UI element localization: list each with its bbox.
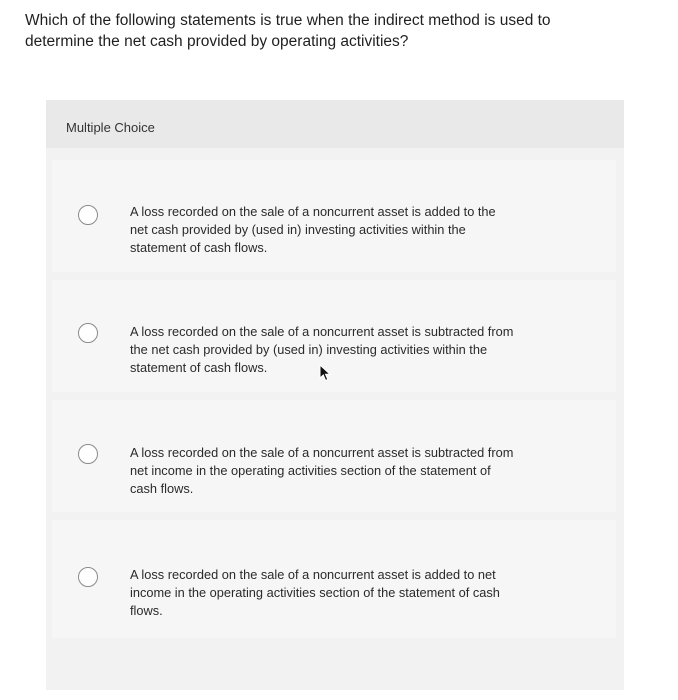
panel-header bbox=[46, 100, 624, 148]
mouse-pointer-icon bbox=[319, 364, 333, 382]
radio-empty-icon[interactable] bbox=[78, 205, 98, 225]
answer-option-text: A loss recorded on the sale of a noncurrent asset is subtracted from net income in the operating activities section of the statement of cash flows. bbox=[130, 445, 514, 496]
multiple-choice-panel bbox=[46, 100, 624, 690]
radio-empty-icon[interactable] bbox=[78, 323, 98, 343]
answer-option-3[interactable] bbox=[52, 400, 616, 512]
answer-option-4[interactable] bbox=[52, 520, 616, 638]
answer-option-text: A loss recorded on the sale of a noncurrent asset is added to net income in the operating activities section of the statement of cash flows. bbox=[130, 567, 500, 618]
answer-option-2[interactable] bbox=[52, 280, 616, 392]
answer-option-text: A loss recorded on the sale of a noncurrent asset is subtracted from the net cash provided by (used in) investing activities within the statement of cash flows. bbox=[130, 324, 514, 375]
answer-option-1[interactable] bbox=[52, 160, 616, 272]
question-text: Which of the following statements is true when the indirect method is used to determine the net cash provided by operating activities? bbox=[25, 12, 551, 50]
multiple-choice-label: Multiple Choice bbox=[66, 120, 155, 135]
radio-empty-icon[interactable] bbox=[78, 567, 98, 587]
answer-option-text: A loss recorded on the sale of a noncurrent asset is added to the net cash provided by (used in) investing activities within the statement of cash flows. bbox=[130, 204, 496, 255]
radio-empty-icon[interactable] bbox=[78, 444, 98, 464]
